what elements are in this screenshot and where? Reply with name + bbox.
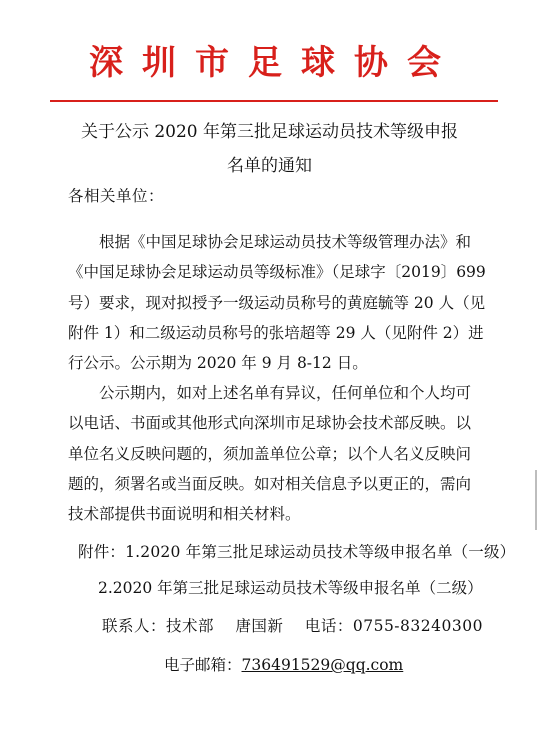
notice-title-line-1: 关于公示 2020 年第三批足球运动员技术等级申报 <box>80 122 459 142</box>
attachment-2: 2.2020 年第三批足球运动员技术等级申报名单（二级） <box>98 579 483 597</box>
paragraph-2-line: 以电话、书面或其他形式向深圳市足球协会技术部反映。以 <box>68 414 472 433</box>
paragraph-2-line: 技术部提供书面说明和相关材料。 <box>68 505 301 524</box>
paragraph-2-line: 题的，须署名或当面反映。如对相关信息予以更正的，需向 <box>68 474 472 493</box>
email-label: 电子邮箱： <box>164 656 242 674</box>
paragraph-1-line: 附件 1）和二级运动员称号的张培超等 29 人（见附件 2）进 <box>68 323 484 342</box>
paragraph-1 <box>68 227 486 378</box>
paragraph-2 <box>68 378 478 529</box>
paragraph-1-line: 号）要求，现对拟授予一级运动员称号的黄庭毓等 20 人（见 <box>68 293 486 312</box>
contact-info: 联系人：技术部 唐国新 电话：0755-83240300 <box>102 617 483 635</box>
email-link[interactable]: 736491529@qq.com <box>241 656 404 674</box>
paragraph-1-line: 根据《中国足球协会足球运动员技术等级管理办法》和 <box>99 233 472 251</box>
email-row <box>164 650 403 680</box>
attachment-1: 附件：1.2020 年第三批足球运动员技术等级申报名单（一级） <box>78 543 516 561</box>
scan-edge-mark <box>535 470 537 530</box>
paragraph-1-line: 行公示。公示期为 2020 年 9 月 8-12 日。 <box>68 354 368 373</box>
paragraph-2-line: 公示期内，如对上述名单有异议，任何单位和个人均可 <box>99 384 472 402</box>
salutation: 各相关单位： <box>68 187 165 205</box>
letterhead-rule <box>50 100 498 102</box>
paragraph-1-line: 《中国足球协会足球运动员等级标准》（足球字〔2019〕699 <box>68 263 486 282</box>
notice-title-line-2: 名单的通知 <box>227 156 312 176</box>
letterhead-title: 深圳市足球协会 <box>89 43 460 83</box>
paragraph-2-line: 单位名义反映问题的，须加盖单位公章；以个人名义反映问 <box>68 444 472 463</box>
